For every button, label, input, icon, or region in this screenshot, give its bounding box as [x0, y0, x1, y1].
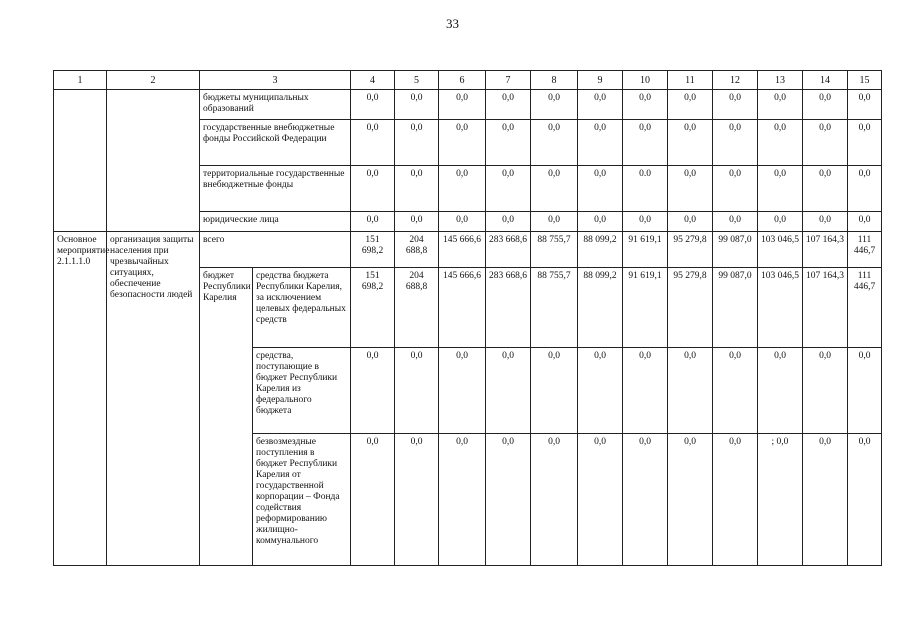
value-cell: 204 688,8	[395, 232, 439, 268]
header-cell: 12	[713, 71, 758, 90]
value-cell: 0,0	[439, 166, 486, 212]
value-cell: 283 668,6	[486, 268, 531, 348]
value-cell: 111 446,7	[848, 268, 882, 348]
value-cell: 88 755,7	[531, 232, 578, 268]
value-cell: 0,0	[439, 348, 486, 434]
row-label: безвозмездные поступления в бюджет Республики Карелия от государственной корпорации – Фонда содействия реформированию жилищно-коммунального	[253, 434, 351, 566]
value-cell: 0,0	[439, 90, 486, 120]
header-cell: 15	[848, 71, 882, 90]
value-cell: 88 099,2	[578, 268, 623, 348]
value-cell: 0,0	[803, 348, 848, 434]
header-cell: 14	[803, 71, 848, 90]
value-cell: 0,0	[758, 166, 803, 212]
value-cell: 0,0	[803, 90, 848, 120]
value-cell: 151 698,2	[351, 232, 395, 268]
value-cell: 0,0	[351, 434, 395, 566]
row-label: средства, поступающие в бюджет Республики Карелия из федерального бюджета	[253, 348, 351, 434]
header-row	[54, 71, 882, 90]
value-cell: 145 666,6	[439, 268, 486, 348]
value-cell: 91 619,1	[623, 268, 668, 348]
value-cell: 0,0	[486, 120, 531, 166]
value-cell: 0,0	[531, 120, 578, 166]
value-cell: 0,0	[531, 434, 578, 566]
value-cell: 0,0	[351, 212, 395, 232]
row-label: территориальные государственные внебюджетные фонды	[200, 166, 351, 212]
value-cell: 0,0	[578, 120, 623, 166]
value-cell: 0,0	[668, 90, 713, 120]
value-cell: 0,0	[713, 212, 758, 232]
measure-name: организация защиты населения при чрезвычайных ситуациях, обеспечение безопасности людей	[107, 232, 200, 566]
header-cell: 13	[758, 71, 803, 90]
value-cell: 0,0	[351, 120, 395, 166]
value-cell: 91 619,1	[623, 232, 668, 268]
value-cell: 0,0	[803, 120, 848, 166]
value-cell: 0,0	[578, 212, 623, 232]
row-label: всего	[200, 232, 351, 268]
value-cell: 103 046,5	[758, 268, 803, 348]
header-cell: 4	[351, 71, 395, 90]
value-cell: 107 164,3	[803, 232, 848, 268]
value-cell: 0,0	[713, 434, 758, 566]
value-cell: 0,0	[623, 348, 668, 434]
value-cell: 0,0	[848, 166, 882, 212]
value-cell: 0,0	[623, 90, 668, 120]
header-cell: 5	[395, 71, 439, 90]
value-cell: 0,0	[486, 166, 531, 212]
value-cell: 0,0	[351, 166, 395, 212]
value-cell: 0,0	[531, 90, 578, 120]
value-cell: 103 046,5	[758, 232, 803, 268]
value-cell: 0,0	[486, 212, 531, 232]
value-cell: 0,0	[439, 120, 486, 166]
value-cell: 0,0	[758, 212, 803, 232]
value-cell: 0,0	[531, 166, 578, 212]
value-cell: 0,0	[803, 212, 848, 232]
value-cell: 0,0	[803, 166, 848, 212]
value-cell: 0,0	[758, 90, 803, 120]
value-cell: 0,0	[713, 166, 758, 212]
header-cell: 10	[623, 71, 668, 90]
value-cell: 0,0	[668, 166, 713, 212]
value-cell: 0,0	[578, 90, 623, 120]
value-cell: 111 446,7	[848, 232, 882, 268]
value-cell: 0,0	[395, 120, 439, 166]
header-cell: 7	[486, 71, 531, 90]
value-cell: 0,0	[531, 348, 578, 434]
value-cell: 0,0	[668, 348, 713, 434]
empty-cell	[54, 90, 107, 232]
header-cell: 9	[578, 71, 623, 90]
value-cell: 0,0	[395, 166, 439, 212]
value-cell: 0,0	[848, 90, 882, 120]
value-cell: 0,0	[439, 434, 486, 566]
value-cell: 88 755,7	[531, 268, 578, 348]
value-cell: 0,0	[395, 348, 439, 434]
value-cell: 0,0	[758, 120, 803, 166]
value-cell: 0,0	[803, 434, 848, 566]
value-cell: 0,0	[623, 434, 668, 566]
value-cell: 0,0	[578, 348, 623, 434]
value-cell: 0,0	[578, 166, 623, 212]
value-cell: 0,0	[395, 90, 439, 120]
value-cell: 88 099,2	[578, 232, 623, 268]
value-cell: 0,0	[439, 212, 486, 232]
value-cell: 0,0	[668, 120, 713, 166]
value-cell: 107 164,3	[803, 268, 848, 348]
value-cell: 95 279,8	[668, 268, 713, 348]
row-label: юридические лица	[200, 212, 351, 232]
header-cell: 8	[531, 71, 578, 90]
measure-code: Основное мероприятие 2.1.1.1.0	[54, 232, 107, 566]
value-cell: 151 698,2	[351, 268, 395, 348]
page-number: 33	[446, 16, 459, 31]
value-cell: 204 688,8	[395, 268, 439, 348]
empty-cell	[107, 90, 200, 232]
value-cell: 0,0	[531, 212, 578, 232]
value-cell: 283 668,6	[486, 232, 531, 268]
budget-label: бюджет Республики Карелия	[200, 268, 253, 566]
value-cell: ; 0,0	[758, 434, 803, 566]
header-cell: 2	[107, 71, 200, 90]
value-cell: 0,0	[713, 120, 758, 166]
value-cell: 0,0	[578, 434, 623, 566]
value-cell: 95 279,8	[668, 232, 713, 268]
value-cell: 145 666,6	[439, 232, 486, 268]
value-cell: 0,0	[351, 90, 395, 120]
value-cell: 0,0	[668, 212, 713, 232]
value-cell: 0,0	[848, 434, 882, 566]
value-cell: 0,0	[713, 90, 758, 120]
row-label: средства бюджета Республики Карелия, за исключением целевых федеральных средств	[253, 268, 351, 348]
row-label: бюджеты муниципальных образований	[200, 90, 351, 120]
value-cell: 0,0	[486, 348, 531, 434]
table-row	[54, 232, 882, 268]
value-cell: 0,0	[623, 120, 668, 166]
value-cell: 0.0	[623, 166, 668, 212]
funding-table	[53, 70, 882, 566]
header-cell: 1	[54, 71, 107, 90]
table-row	[54, 90, 882, 120]
header-cell: 3	[200, 71, 351, 90]
value-cell: 99 087,0	[713, 268, 758, 348]
row-label: государственные внебюджетные фонды Российской Федерации	[200, 120, 351, 166]
value-cell: 0,0	[848, 212, 882, 232]
header-cell: 6	[439, 71, 486, 90]
value-cell: 0,0	[351, 348, 395, 434]
value-cell: 0,0	[848, 120, 882, 166]
value-cell: 0,0	[623, 212, 668, 232]
value-cell: 99 087,0	[713, 232, 758, 268]
value-cell: 0,0	[713, 348, 758, 434]
value-cell: 0,0	[395, 212, 439, 232]
value-cell: 0,0	[848, 348, 882, 434]
value-cell: 0,0	[395, 434, 439, 566]
value-cell: 0,0	[486, 90, 531, 120]
value-cell: 0,0	[486, 434, 531, 566]
value-cell: 0,0	[758, 348, 803, 434]
header-cell: 11	[668, 71, 713, 90]
value-cell: 0,0	[668, 434, 713, 566]
